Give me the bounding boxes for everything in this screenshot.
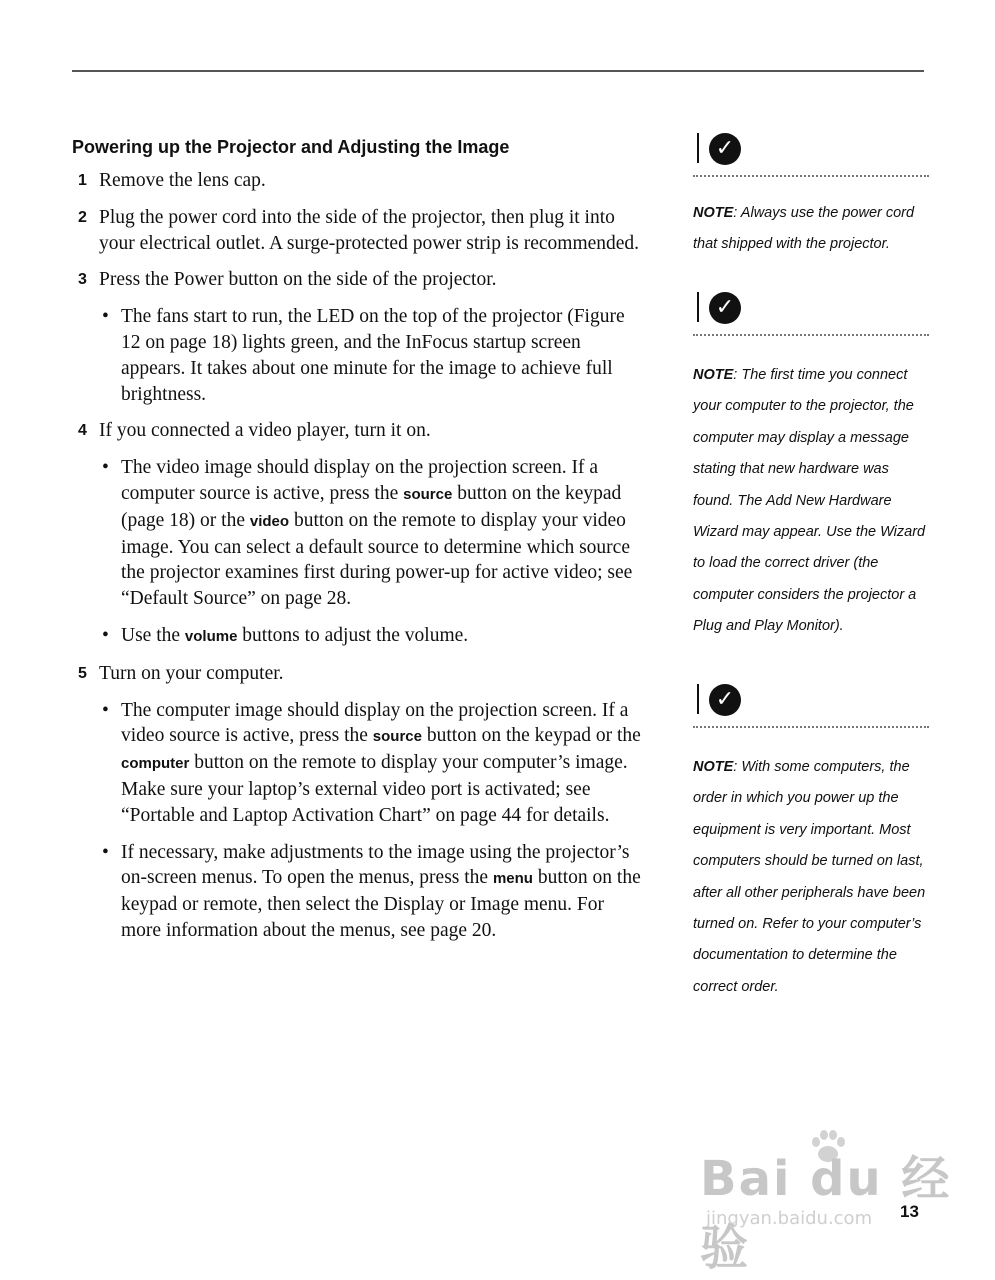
note-bar	[697, 292, 699, 322]
step-text: Press the Power button on the side of the projector.	[99, 269, 497, 291]
bullet-dot: •	[102, 306, 109, 328]
step-5	[72, 661, 647, 687]
keyword-source: source	[403, 485, 453, 503]
step-number: 1	[78, 172, 87, 189]
note-icon	[693, 684, 933, 724]
bullet-item	[72, 304, 647, 407]
step-2	[72, 205, 647, 257]
keyword-video: video	[249, 512, 290, 530]
step-number: 4	[78, 422, 87, 440]
bullet-text: Use the	[121, 624, 185, 646]
top-rule	[72, 70, 924, 72]
note-icon	[693, 133, 933, 173]
bullet-text: The computer image should display on the projection screen. If a video source is active, press the	[121, 699, 629, 747]
bullet-text: button on the remote to display your computer’s image. Make sure your laptop’s external video port is activated; see “Portable and Laptop Activation Chart” on page 44 for details.	[121, 752, 628, 826]
note-text	[693, 198, 929, 261]
keyword-volume: volume	[184, 627, 238, 645]
bullet-text: buttons to adjust the volume.	[237, 624, 469, 646]
bullet-text: button on the remote to display your video image. You can select a default source to determine which source the projector examines first during power-up for active video; see “Default Source” on page 28.	[121, 509, 633, 610]
bullet-dot: •	[102, 624, 109, 646]
step-text: Plug the power cord into the side of the projector, then plug it into your electrical outlet. A surge-protected power strip is recommended.	[99, 206, 640, 254]
page-number: 13	[900, 1202, 919, 1221]
bullet-text: The fans start to run, the LED on the top of the projector (Figure 12 on page 18) lights green, and the InFocus startup screen appears. It takes about one minute for the image to achieve full brightness.	[121, 306, 625, 405]
note-new-hardware	[693, 292, 933, 635]
keyword-menu: menu	[492, 870, 533, 888]
bullet-text: If necessary, make adjustments to the image using the projector’s on-screen menus. To open the menus, press the	[121, 841, 630, 889]
note-power-order	[693, 684, 933, 995]
bullet-item	[72, 623, 647, 650]
note-icon	[693, 292, 933, 332]
note-label: NOTE	[693, 205, 734, 221]
note-bar	[697, 684, 699, 714]
dotted-divider	[693, 726, 929, 728]
step-4	[72, 418, 647, 444]
bullet-dot: •	[102, 699, 109, 721]
dotted-divider	[693, 175, 929, 177]
section-heading: Powering up the Projector and Adjusting the Image	[72, 137, 510, 157]
note-body: : With some computers, the order in which you power up the equipment is very important. Most computers should be turned on last, after all other peripherals have been turned on. Refer to your computer’s documentation to determine the correct order.	[693, 759, 926, 995]
bullet-text: The video image should display on the projection screen. If a computer source is active, press the	[121, 457, 599, 504]
step-number: 3	[78, 271, 87, 289]
note-text	[693, 752, 929, 1003]
note-text	[693, 360, 929, 643]
bullet-text: button on the keypad (page 18) or the	[121, 482, 622, 531]
step-1	[72, 168, 647, 194]
checkmark-icon: ✓	[709, 292, 741, 324]
watermark-url: jingyan.baidu.com	[706, 1208, 873, 1229]
keyword-computer: computer	[121, 755, 190, 773]
step-3	[72, 267, 647, 293]
instructions	[72, 168, 647, 955]
note-body: : Always use the power cord that shipped with the projector.	[693, 205, 915, 253]
step-text: Remove the lens cap.	[99, 170, 266, 191]
bullet-dot: •	[102, 841, 109, 863]
step-text: Turn on your computer.	[99, 662, 284, 684]
note-label: NOTE	[693, 367, 734, 383]
checkmark-icon: ✓	[709, 133, 741, 165]
bullet-dot: •	[102, 457, 109, 479]
dotted-divider	[693, 334, 929, 336]
bullet-text: button on the keypad or the	[422, 725, 641, 747]
watermark-logo: Bai du 经验	[700, 1151, 952, 1276]
bullet-item	[72, 455, 647, 612]
note-body: : The first time you connect your computer to the projector, the computer may display a message stating that new hardware was found. The Add New Hardware Wizard may appear. Use the Wizard to load the correct driver (the computer considers the projector a Plug and Play Monitor).	[693, 367, 926, 635]
keyword-source: source	[372, 728, 422, 746]
note-label: NOTE	[693, 759, 734, 775]
note-power-cord	[693, 133, 933, 253]
bullet-item	[72, 698, 647, 829]
note-bar	[697, 133, 699, 163]
bullet-item	[72, 840, 647, 944]
step-text: If you connected a video player, turn it on.	[99, 420, 431, 442]
step-number: 2	[78, 208, 87, 226]
step-number: 5	[78, 664, 87, 682]
bullet-text: button on the keypad or remote, then select the Display or Image menu. For more information about the menus, see page 20.	[121, 867, 641, 941]
checkmark-icon: ✓	[709, 684, 741, 716]
